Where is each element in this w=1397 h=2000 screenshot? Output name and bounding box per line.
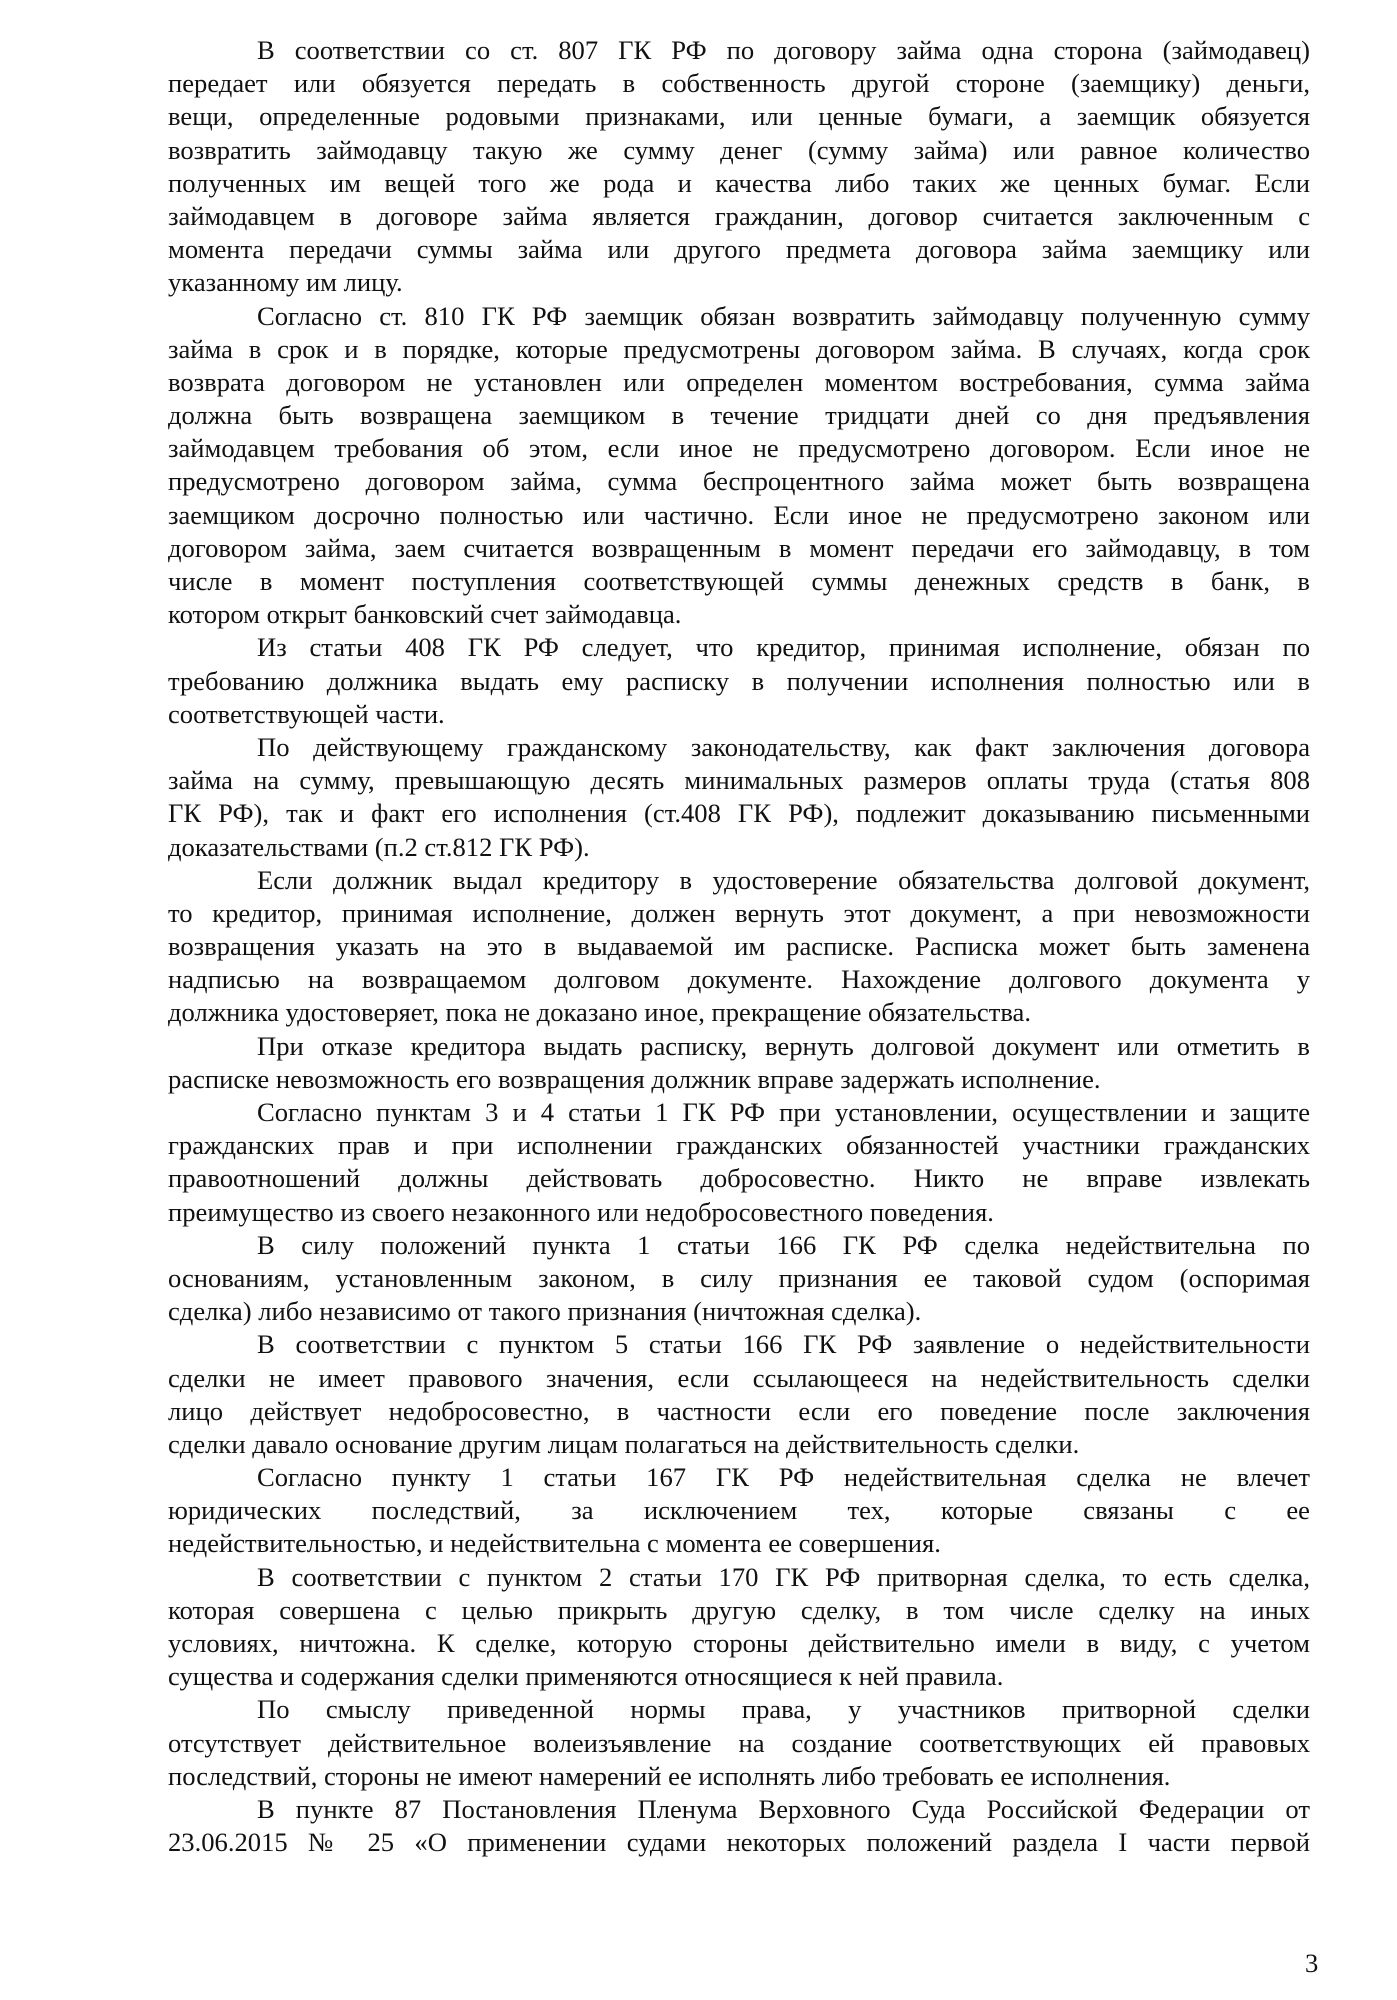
page-number: 3 <box>1305 1948 1319 1978</box>
text-line: сделки давало основание другим лицам полагаться на действительность сделки. <box>168 1428 1080 1459</box>
text-line: Если должник выдал кредитору в удостоверение обязательства долговой документ, <box>257 864 1310 895</box>
text-line: преимущество из своего незаконного или недобросовестного поведения. <box>168 1196 994 1227</box>
text-line: По действующему гражданскому законодательству, как факт заключения договора <box>257 731 1310 762</box>
text-line: требованию должника выдать ему расписку в получении исполнения полностью или в <box>168 665 1310 696</box>
text-line: отсутствует действительное волеизъявление на создание соответствующих ей правовых <box>168 1727 1310 1758</box>
text-line: возвращения указать на это в выдаваемой им расписке. Расписка может быть заменена <box>168 931 1310 962</box>
text-line: надписью на возвращаемом долговом документе. Нахождение долгового документа у <box>168 964 1310 995</box>
text-line: займодавцем в договоре займа является гражданин, договор считается заключенным с <box>168 200 1310 231</box>
paragraph <box>168 1693 1310 1793</box>
text-line: В пункте 87 Постановления Пленума Верховного Суда Российской Федерации от <box>257 1793 1310 1824</box>
paragraph <box>168 1096 1310 1229</box>
text-line: числе в момент поступления соответствующей суммы денежных средств в банк, в <box>168 566 1310 596</box>
text-line: полученных им вещей того же рода и качества либо таких же ценных бумаг. Если <box>168 167 1310 198</box>
text-line: момента передачи суммы займа или другого предмета договора займа заемщику или <box>168 234 1310 265</box>
paragraph <box>168 731 1310 864</box>
text-line: В соответствии с пунктом 2 статьи 170 ГК РФ притворная сделка, то есть сделка, <box>257 1561 1310 1592</box>
paragraph <box>168 1328 1310 1461</box>
text-line: основаниям, установленным законом, в силу признания ее таковой судом (оспоримая <box>168 1262 1310 1293</box>
text-line: Согласно ст. 810 ГК РФ заемщик обязан возвратить займодавцу полученную сумму <box>257 300 1310 331</box>
text-line: Согласно пунктам 3 и 4 статьи 1 ГК РФ при установлении, осуществлении и защите <box>257 1097 1310 1127</box>
paragraph <box>168 1229 1310 1329</box>
text-line: должника удостоверяет, пока не доказано иное, прекращение обязательства. <box>168 997 1031 1028</box>
paragraph <box>168 1561 1310 1694</box>
text-line: ГК РФ), так и факт его исполнения (ст.408 ГК РФ), подлежит доказыванию письменными <box>168 798 1310 829</box>
text-line: В соответствии с пунктом 5 статьи 166 ГК РФ заявление о недействительности <box>257 1329 1310 1360</box>
text-line: займа на сумму, превышающую десять минимальных размеров оплаты труда (статья 808 <box>168 765 1310 796</box>
text-line: недействительностью, и недействительна с момента ее совершения. <box>168 1528 941 1559</box>
text-line: то кредитор, принимая исполнение, должен вернуть этот документ, а при невозможности <box>168 897 1310 928</box>
text-line: займа в срок и в порядке, которые предусмотрены договором займа. В случаях, когда срок <box>168 333 1310 364</box>
paragraph <box>168 1030 1310 1096</box>
text-line: займодавцем требования об этом, если иное не предусмотрено договором. Если иное не <box>168 433 1310 464</box>
text-line: должна быть возвращена заемщиком в течение тридцати дней со дня предъявления <box>168 400 1310 431</box>
text-line: По смыслу приведенной нормы права, у участников притворной сделки <box>257 1694 1310 1725</box>
text-line: При отказе кредитора выдать расписку, вернуть долговой документ или отметить в <box>257 1030 1310 1061</box>
text-line: сделки не имеет правового значения, если ссылающееся на недействительность сделки <box>168 1362 1310 1393</box>
text-line: лицо действует недобросовестно, в частности если его поведение после заключения <box>168 1395 1310 1426</box>
text-line: доказательствами (п.2 ст.812 ГК РФ). <box>168 831 590 862</box>
text-line: котором открыт банковский счет займодавца. <box>168 599 682 630</box>
text-line: гражданских прав и при исполнении гражданских обязанностей участники гражданских <box>168 1130 1310 1161</box>
text-line: В силу положений пункта 1 статьи 166 ГК РФ сделка недействительна по <box>257 1229 1310 1260</box>
text-line: соответствующей части. <box>168 698 445 729</box>
text-line: последствий, стороны не имеют намерений ее исполнять либо требовать ее исполнения. <box>168 1760 1171 1791</box>
text-line: указанному им лицу. <box>168 267 403 298</box>
text-line: расписке невозможность его возвращения должник вправе задержать исполнение. <box>168 1063 1101 1094</box>
text-line: существа и содержания сделки применяются относящиеся к ней правила. <box>168 1661 1004 1692</box>
paragraph <box>168 300 1310 632</box>
text-line: Согласно пункту 1 статьи 167 ГК РФ недействительная сделка не влечет <box>257 1462 1310 1493</box>
paragraph <box>168 1461 1310 1561</box>
paragraph <box>168 1793 1310 1859</box>
text-line: возвратить займодавцу такую же сумму денег (сумму займа) или равное количество <box>168 134 1310 165</box>
text-line: заемщиком досрочно полностью или частично. Если иное не предусмотрено законом или <box>168 499 1310 530</box>
text-line: которая совершена с целью прикрыть другую сделку, в том числе сделку на иных <box>168 1594 1310 1625</box>
text-line: сделка) либо независимо от такого признания (ничтожная сделка). <box>168 1296 922 1327</box>
text-line: условиях, ничтожна. К сделке, которую стороны действительно имели в виду, с учетом <box>168 1628 1310 1658</box>
text-line: Из статьи 408 ГК РФ следует, что кредитор, принимая исполнение, обязан по <box>257 632 1310 663</box>
paragraph <box>168 864 1310 1030</box>
text-line: договором займа, заем считается возвращенным в момент передачи его займодавцу, в том <box>168 532 1310 563</box>
paragraph <box>168 34 1310 300</box>
document-body <box>168 34 1310 1859</box>
text-line: передает или обязуется передать в собственность другой стороне (заемщику) деньги, <box>168 68 1310 99</box>
text-line: 23.06.2015 № 25 «О применении судами некоторых положений раздела I части первой <box>168 1827 1310 1858</box>
text-line: юридических последствий, за исключением тех, которые связаны с ее <box>168 1495 1310 1526</box>
text-line: возврата договором не установлен или определен моментом востребования, сумма займа <box>168 366 1310 397</box>
paragraph <box>168 631 1310 731</box>
text-line: правоотношений должны действовать добросовестно. Никто не вправе извлекать <box>168 1163 1310 1194</box>
text-line: В соответствии со ст. 807 ГК РФ по договору займа одна сторона (займодавец) <box>257 35 1310 65</box>
text-line: вещи, определенные родовыми признаками, или ценные бумаги, а заемщик обязуется <box>168 101 1310 132</box>
text-line: предусмотрено договором займа, сумма беспроцентного займа может быть возвращена <box>168 466 1310 497</box>
